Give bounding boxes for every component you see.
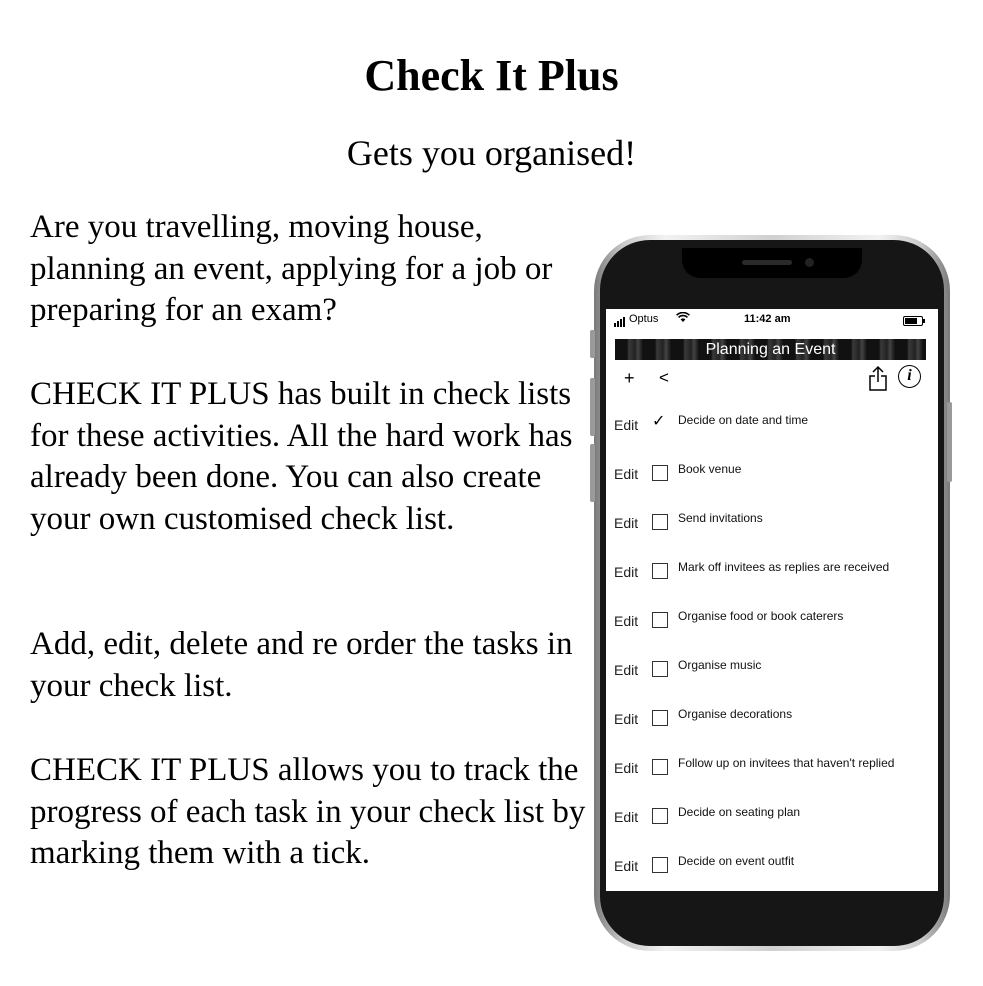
- edit-task-button[interactable]: Edit: [614, 809, 639, 825]
- task-row: [606, 409, 938, 455]
- task-row: [606, 605, 938, 651]
- task-row: [606, 801, 938, 847]
- progress-paragraph: CHECK IT PLUS allows you to track the progress of each task in your check list by marking them with a tick.: [30, 752, 586, 871]
- phone-mute-switch: [590, 330, 595, 358]
- signal-icon: [614, 315, 626, 327]
- edit-task-button[interactable]: Edit: [614, 858, 639, 874]
- task-text: Send invitations: [678, 511, 763, 525]
- task-checkbox[interactable]: [652, 465, 668, 481]
- task-text: Decide on seating plan: [678, 805, 801, 819]
- task-checkbox[interactable]: [652, 808, 668, 824]
- task-checkbox[interactable]: [652, 563, 668, 579]
- task-row: [606, 654, 938, 700]
- task-row: [606, 507, 938, 553]
- wifi-icon: [676, 312, 690, 326]
- task-row: [606, 458, 938, 504]
- task-text: Organise decorations: [678, 707, 793, 721]
- task-row: [606, 703, 938, 749]
- page-title: Check It Plus: [364, 51, 619, 100]
- battery-icon: [903, 316, 923, 326]
- edit-task-button[interactable]: Edit: [614, 466, 639, 482]
- page-subtitle: Gets you organised!: [346, 133, 637, 173]
- task-row: [606, 850, 938, 891]
- task-checkbox[interactable]: [652, 612, 668, 628]
- info-icon[interactable]: i: [898, 365, 921, 388]
- checklists-paragraph: CHECK IT PLUS has built in check lists for these activities. All the hard work has already been done. You can also create your own customised check list.: [30, 376, 573, 537]
- phone-volume-up-button: [590, 378, 595, 436]
- task-text: Decide on event outfit: [678, 854, 795, 868]
- task-text: Book venue: [678, 462, 742, 476]
- edit-task-button[interactable]: Edit: [614, 613, 639, 629]
- title-banner: [615, 339, 926, 360]
- task-checkbox[interactable]: [652, 759, 668, 775]
- phone-speaker: [742, 260, 792, 265]
- phone-screen: [606, 309, 938, 891]
- carrier-label: Optus: [629, 313, 659, 325]
- task-checkbox[interactable]: [652, 857, 668, 873]
- tick-icon[interactable]: ✓: [652, 413, 666, 430]
- task-text: Organise food or book caterers: [678, 609, 844, 623]
- task-checkbox[interactable]: [652, 661, 668, 677]
- share-icon[interactable]: [868, 365, 888, 397]
- edit-task-button[interactable]: Edit: [614, 564, 639, 580]
- task-text: Follow up on invitees that haven't replied: [678, 756, 895, 770]
- edit-task-button[interactable]: Edit: [614, 711, 639, 727]
- add-task-button[interactable]: +: [624, 368, 635, 388]
- status-bar: [606, 309, 938, 331]
- task-text: Mark off invitees as replies are received: [678, 560, 890, 574]
- screen-title: Planning an Event: [705, 341, 836, 358]
- phone-camera: [805, 258, 814, 267]
- edit-task-button[interactable]: Edit: [614, 515, 639, 531]
- task-checkbox[interactable]: [652, 514, 668, 530]
- task-text: Organise music: [678, 658, 762, 672]
- intro-paragraph: Are you travelling, moving house, planning an event, applying for a job or preparing for an exam?: [30, 209, 553, 328]
- task-text: Decide on date and time: [678, 413, 809, 427]
- edit-task-button[interactable]: Edit: [614, 760, 639, 776]
- edit-task-button[interactable]: Edit: [614, 662, 639, 678]
- status-time: 11:42 am: [744, 313, 791, 325]
- back-button[interactable]: <: [659, 368, 669, 387]
- edit-tasks-paragraph: Add, edit, delete and re order the tasks in your check list.: [30, 626, 573, 704]
- task-row: [606, 752, 938, 798]
- phone-volume-down-button: [590, 444, 595, 502]
- phone-side-button: [947, 402, 952, 482]
- task-row: [606, 556, 938, 602]
- task-checkbox[interactable]: [652, 710, 668, 726]
- edit-task-button[interactable]: Edit: [614, 417, 639, 433]
